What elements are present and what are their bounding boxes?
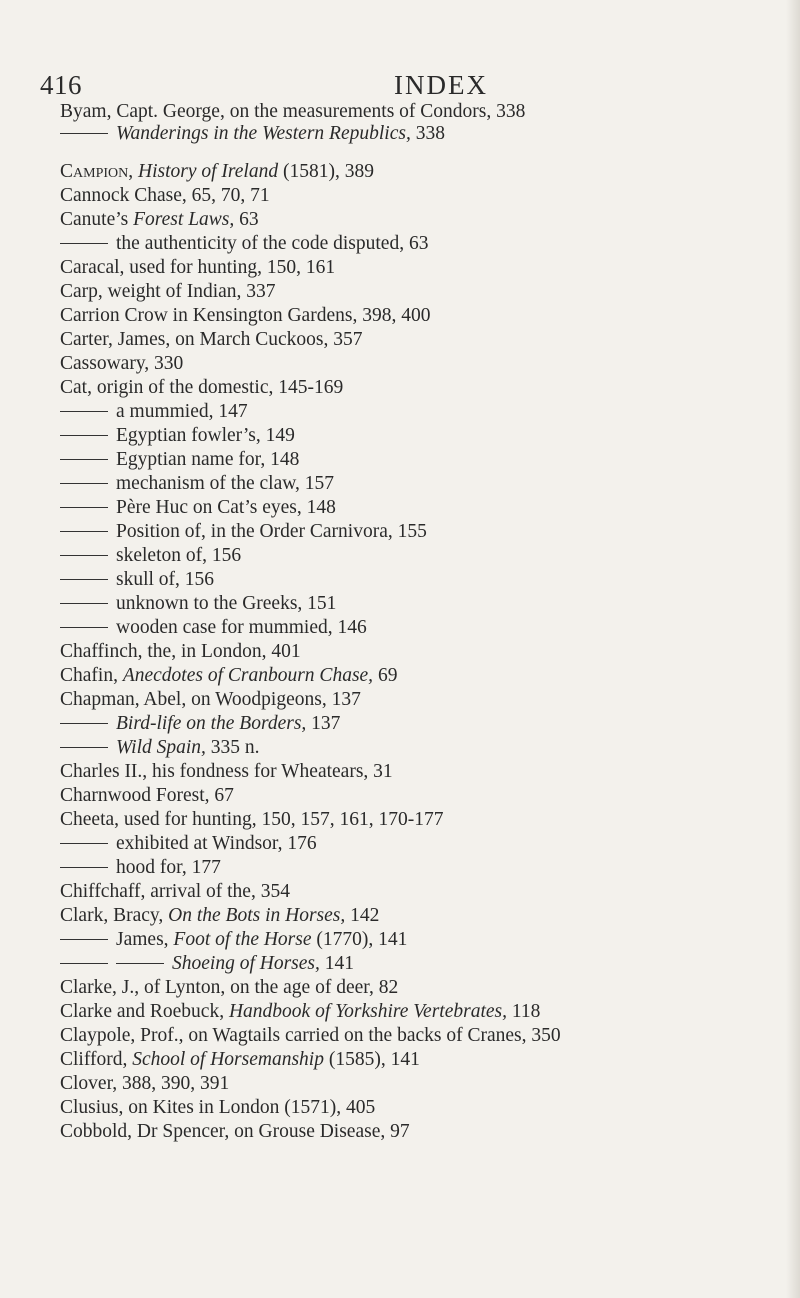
index-entry: the authenticity of the code disputed, 63 <box>60 232 428 256</box>
index-entry: Wild Spain, 335 n. <box>60 736 260 760</box>
index-entry: unknown to the Greeks, 151 <box>60 592 336 616</box>
index-entry: Père Huc on Cat’s eyes, 148 <box>60 496 336 520</box>
index-entry: Chiffchaff, arrival of the, 354 <box>60 881 290 902</box>
page-number: 416 <box>40 70 82 100</box>
index-entry: skeleton of, 156 <box>60 544 241 568</box>
index-entry: Chafin, Anecdotes of Cranbourn Chase, 69 <box>60 665 398 686</box>
index-entry: Clark, Bracy, On the Bots in Horses, 142 <box>60 905 380 926</box>
index-entry: Wanderings in the Western Republics, 338 <box>60 122 445 146</box>
index-entry: Carp, weight of Indian, 337 <box>60 281 276 302</box>
index-entry: a mummied, 147 <box>60 400 248 424</box>
index-entry: Carter, James, on March Cuckoos, 357 <box>60 329 363 350</box>
index-entry: Cannock Chase, 65, 70, 71 <box>60 185 270 206</box>
index-entry: Bird-life on the Borders, 137 <box>60 712 340 736</box>
index-entry: Clifford, School of Horsemanship (1585), 141 <box>60 1049 420 1070</box>
index-entry: Egyptian name for, 148 <box>60 448 299 472</box>
running-head: INDEX <box>394 70 488 100</box>
index-entry: Cassowary, 330 <box>60 353 184 374</box>
index-entry: Claypole, Prof., on Wagtails carried on the backs of Cranes, 350 <box>60 1025 561 1046</box>
index-entry: Carrion Crow in Kensington Gardens, 398, 400 <box>60 305 431 326</box>
index-entry: Charnwood Forest, 67 <box>60 785 234 806</box>
index-entry: Cobbold, Dr Spencer, on Grouse Disease, 97 <box>60 1121 410 1142</box>
index-entry: Campion, History of Ireland (1581), 389 <box>60 161 374 182</box>
index-entry: James, Foot of the Horse (1770), 141 <box>60 928 407 952</box>
index-entry: Charles II., his fondness for Wheatears, 31 <box>60 761 393 782</box>
index-entry: Clarke, J., of Lynton, on the age of deer, 82 <box>60 977 399 998</box>
page-edge-shade <box>786 0 800 1298</box>
index-entry: Cheeta, used for hunting, 150, 157, 161, 170-177 <box>60 809 444 830</box>
index-entry: hood for, 177 <box>60 856 221 880</box>
index-entry: Cat, origin of the domestic, 145-169 <box>60 377 344 398</box>
index-entry: Position of, in the Order Carnivora, 155 <box>60 520 427 544</box>
index-entry: skull of, 156 <box>60 568 214 592</box>
index-entry: Clusius, on Kites in London (1571), 405 <box>60 1097 376 1118</box>
index-entry: Clarke and Roebuck, Handbook of Yorkshire Vertebrates, 118 <box>60 1001 541 1022</box>
index-entry: Clover, 388, 390, 391 <box>60 1073 230 1094</box>
index-entry: Egyptian fowler’s, 149 <box>60 424 295 448</box>
index-entry: Chaffinch, the, in London, 401 <box>60 641 301 662</box>
index-entry: wooden case for mummied, 146 <box>60 616 367 640</box>
index-entry: exhibited at Windsor, 176 <box>60 832 317 856</box>
index-entry: Shoeing of Horses, 141 <box>60 952 354 976</box>
index-entry: Caracal, used for hunting, 150, 161 <box>60 257 336 278</box>
index-entry: mechanism of the claw, 157 <box>60 472 334 496</box>
index-entry: Byam, Capt. George, on the measurements of Condors, 338 <box>60 101 526 122</box>
index-entry: Canute’s Forest Laws, 63 <box>60 209 259 230</box>
index-entry: Chapman, Abel, on Woodpigeons, 137 <box>60 689 361 710</box>
